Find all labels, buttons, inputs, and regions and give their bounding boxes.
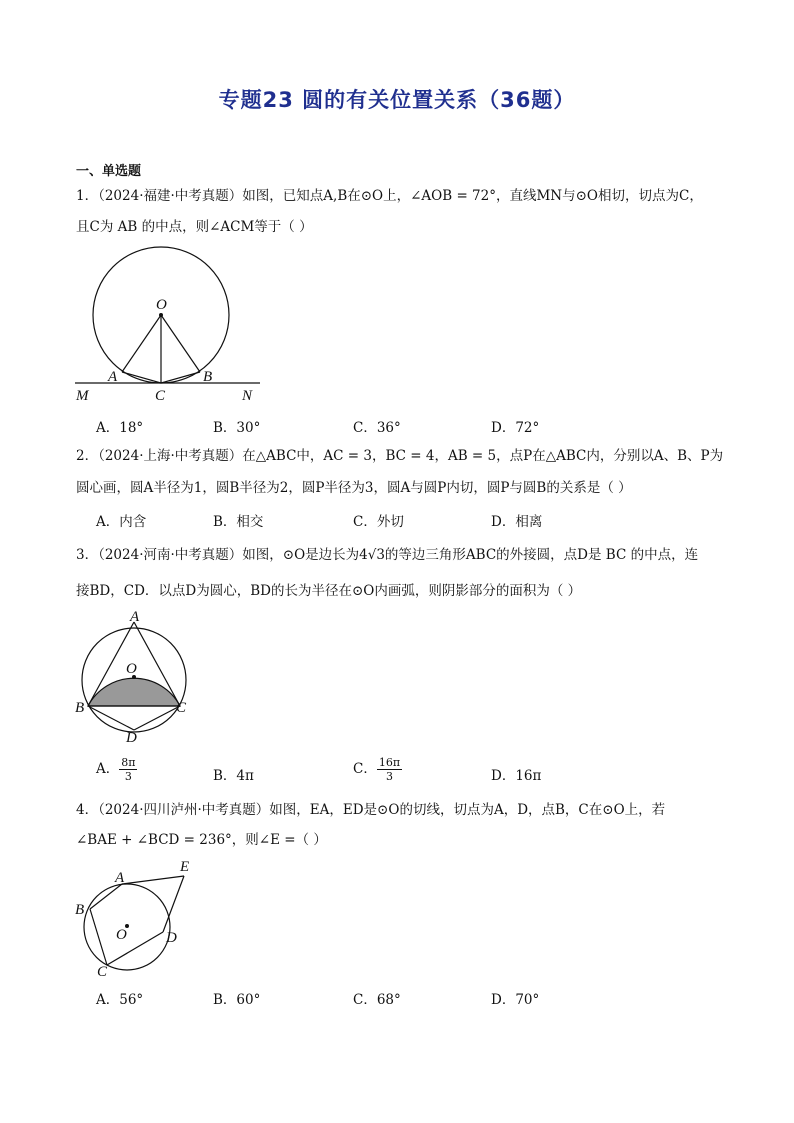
q4-label-e: E <box>180 859 190 875</box>
q3-option-c[interactable] <box>353 756 402 783</box>
q3-option-c-prefix: C． <box>353 761 377 777</box>
page-title: 专题23 圆的有关位置关系（36题） <box>218 88 576 112</box>
q3-stem-line1: 3．（2024·河南·中考真题）如图，⊙O是边长为4√3的等边三角形ABC的外接圆，点D是 BC 的中点，连 <box>76 547 699 563</box>
q4-label-d: D <box>166 930 177 946</box>
q1-label-c: C <box>155 388 166 404</box>
q3-option-b[interactable]: B．4π <box>213 768 254 784</box>
q3-label-o: O <box>126 661 137 677</box>
q1-option-a[interactable]: A．18° <box>96 420 144 436</box>
q4-option-c[interactable]: C．68° <box>353 992 401 1008</box>
q3-option-c-fraction <box>377 756 402 783</box>
q2-option-b[interactable]: B．相交 <box>213 514 264 530</box>
q1-label-n: N <box>242 388 253 404</box>
q1-stem-line1: 1．（2024·福建·中考真题）如图，已知点A,B在⊙O上，∠AOB = 72°，直线MN与⊙O相切，切点为C， <box>76 188 703 204</box>
q1-label-a: A <box>108 369 118 385</box>
q1-figure <box>72 244 272 406</box>
q4-option-a[interactable]: A．56° <box>96 992 144 1008</box>
q3-option-d[interactable]: D．16π <box>491 768 542 784</box>
q3-option-a-numerator: 8π <box>121 756 136 769</box>
q4-stem-line2: ∠BAE + ∠BCD = 236°，则∠E =（ ） <box>76 832 327 848</box>
q4-stem-line1: 4．（2024·四川泸州·中考真题）如图，EA，ED是⊙O的切线，切点为A，D，点B，C在⊙O上，若 <box>76 802 666 818</box>
q3-label-c: C <box>176 700 187 716</box>
q3-figure <box>70 610 200 745</box>
q2-option-c[interactable]: C．外切 <box>353 514 404 530</box>
q2-option-a[interactable]: A．内含 <box>96 514 147 530</box>
q1-option-d[interactable]: D．72° <box>491 420 540 436</box>
q4-label-a: A <box>115 870 125 886</box>
q4-option-d[interactable]: D．70° <box>491 992 540 1008</box>
q2-stem-line2: 圆心画，圆A半径为1，圆B半径为2，圆P半径为3，圆A与圆P内切，圆P与圆B的关系是（ ） <box>76 480 632 496</box>
q3-label-b: B <box>75 700 85 716</box>
q3-option-a-denominator: 3 <box>124 770 132 783</box>
q3-label-a: A <box>130 610 140 625</box>
q2-option-d[interactable]: D．相离 <box>491 514 543 530</box>
q1-label-b: B <box>203 369 213 385</box>
q3-option-a-prefix: A． <box>96 761 120 777</box>
q2-stem-line1: 2．（2024·上海·中考真题）在△ABC中，AC = 3，BC = 4，AB = 5，点P在△ABC内，分别以A、B、P为 <box>76 448 724 464</box>
q4-figure <box>70 852 200 980</box>
q3-option-c-numerator: 16π <box>378 756 401 769</box>
q1-option-c[interactable]: C．36° <box>353 420 401 436</box>
q4-option-b[interactable]: B．60° <box>213 992 261 1008</box>
q3-option-a-fraction <box>119 756 137 783</box>
q3-stem-line2: 接BD，CD．以点D为圆心，BD的长为半径在⊙O内画弧，则阴影部分的面积为（ ） <box>76 583 582 599</box>
q3-option-a[interactable] <box>96 756 137 783</box>
q1-label-m: M <box>76 388 89 404</box>
q4-label-o: O <box>116 927 127 943</box>
q1-stem-line2: 且C为 AB 的中点，则∠ACM等于（ ） <box>76 219 313 235</box>
q3-option-c-denominator: 3 <box>385 770 393 783</box>
q4-label-c: C <box>97 964 108 980</box>
q3-label-d: D <box>126 730 137 745</box>
q1-option-b[interactable]: B．30° <box>213 420 261 436</box>
q1-label-o: O <box>156 297 167 313</box>
section-heading: 一、单选题 <box>76 164 142 179</box>
q4-label-b: B <box>75 902 85 918</box>
q3-shaded-region <box>88 678 180 706</box>
